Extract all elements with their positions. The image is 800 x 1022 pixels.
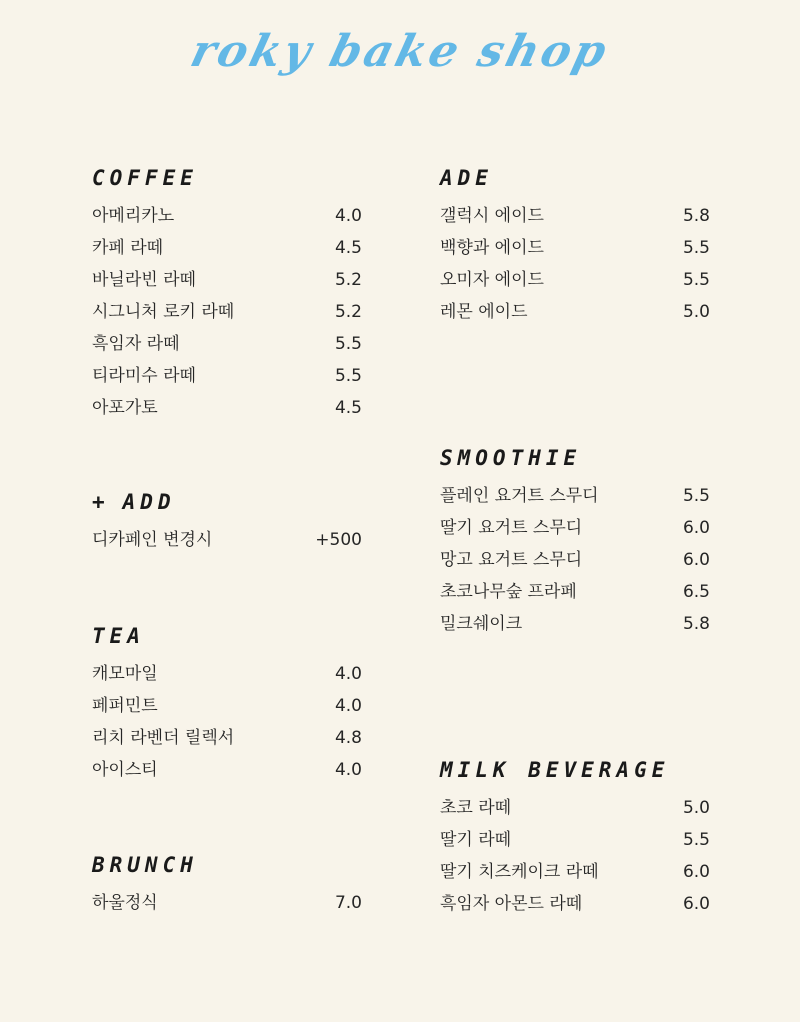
section-ade — [440, 163, 710, 328]
menu-item — [440, 200, 710, 232]
menu-item-name: 밀크쉐이크 — [440, 614, 523, 634]
section-brunch — [92, 850, 362, 919]
menu-item — [92, 232, 362, 264]
menu-item — [92, 200, 362, 232]
menu-item — [440, 792, 710, 824]
menu-item-price: 5.8 — [682, 614, 710, 634]
menu-item-name: 흑임자 라떼 — [92, 334, 180, 354]
menu-item-price: 5.2 — [334, 270, 362, 290]
section-heading-smoothie: SMOOTHIE — [440, 446, 582, 470]
menu-item — [440, 824, 710, 856]
menu-item-price: 4.0 — [334, 696, 362, 716]
menu-item-name: 딸기 요거트 스무디 — [440, 518, 583, 538]
menu-item-name: 흑임자 아몬드 라떼 — [440, 894, 583, 914]
menu-item — [92, 754, 362, 786]
menu-item — [440, 480, 710, 512]
menu-item-name: 망고 요거트 스무디 — [440, 550, 583, 570]
menu-item — [440, 296, 710, 328]
menu-item-name: 바닐라빈 라떼 — [92, 270, 196, 290]
section-tea — [92, 621, 362, 786]
section-heading-add-label: ADD — [122, 490, 176, 514]
menu-item — [440, 512, 710, 544]
menu-item — [92, 690, 362, 722]
menu-item-name: 백향과 에이드 — [440, 238, 544, 258]
menu-item-price: 4.0 — [334, 760, 362, 780]
menu-item — [92, 658, 362, 690]
menu-item-price: 6.0 — [682, 550, 710, 570]
menu-item-price: 5.5 — [682, 486, 710, 506]
menu-item — [440, 888, 710, 920]
menu-item-name: 아이스티 — [92, 760, 158, 780]
menu-item-price: 4.0 — [334, 206, 362, 226]
menu-item-name: 초코 라떼 — [440, 798, 512, 818]
menu-item-name: 초코나무숲 프라페 — [440, 582, 577, 602]
menu-item — [92, 887, 362, 919]
menu-item — [92, 264, 362, 296]
menu-item-price: 5.5 — [334, 334, 362, 354]
menu-item-price: 5.5 — [682, 830, 710, 850]
menu-item-price: 6.0 — [682, 894, 710, 914]
menu-item-price: 5.5 — [334, 366, 362, 386]
menu-item-name: 딸기 치즈케이크 라떼 — [440, 862, 599, 882]
menu-item-price: 6.5 — [682, 582, 710, 602]
section-heading-coffee: COFFEE — [92, 166, 198, 190]
section-add — [92, 487, 362, 556]
menu-item-name: 플레인 요거트 스무디 — [440, 486, 599, 506]
menu-item — [440, 576, 710, 608]
menu-item — [440, 608, 710, 640]
menu-item — [92, 296, 362, 328]
menu-item — [440, 544, 710, 576]
menu-item — [92, 392, 362, 424]
menu-item — [92, 524, 362, 556]
menu-item-price: 4.8 — [334, 728, 362, 748]
menu-item-name: 아메리카노 — [92, 206, 175, 226]
section-coffee — [92, 163, 362, 424]
menu-item-price: 5.0 — [682, 302, 710, 322]
menu-item-name: 캐모마일 — [92, 664, 158, 684]
menu-item-name: 오미자 에이드 — [440, 270, 544, 290]
menu-item-name: 리치 라벤더 릴렉서 — [92, 728, 235, 748]
menu-item-name: 딸기 라떼 — [440, 830, 512, 850]
menu-item-name: 페퍼민트 — [92, 696, 158, 716]
menu-item — [440, 856, 710, 888]
menu-item — [440, 232, 710, 264]
menu-item-price: 4.0 — [334, 664, 362, 684]
menu-item-price: 7.0 — [334, 893, 362, 913]
menu-item-name: 디카페인 변경시 — [92, 530, 213, 550]
menu-item-name: 카페 라떼 — [92, 238, 164, 258]
menu-item-price: 5.5 — [682, 270, 710, 290]
section-smoothie — [440, 443, 710, 640]
section-heading-brunch: BRUNCH — [92, 853, 198, 877]
menu-item — [92, 722, 362, 754]
menu-item-price: 5.8 — [682, 206, 710, 226]
menu-item-price: 5.0 — [682, 798, 710, 818]
menu-item-price: 5.5 — [682, 238, 710, 258]
menu-item-name: 시그니처 로키 라떼 — [92, 302, 235, 322]
menu-item — [440, 264, 710, 296]
section-heading-add — [92, 487, 362, 517]
menu-item — [92, 328, 362, 360]
menu-item-name: 아포가토 — [92, 398, 158, 418]
menu-item-name: 하울정식 — [92, 893, 158, 913]
plus-icon: + — [92, 490, 105, 514]
menu-item-price: 4.5 — [334, 238, 362, 258]
section-heading-milk-beverage: MILK BEVERAGE — [440, 758, 670, 782]
menu-item-name: 갤럭시 에이드 — [440, 206, 544, 226]
menu-item-price: 6.0 — [682, 862, 710, 882]
menu-item-price: 4.5 — [334, 398, 362, 418]
section-heading-ade: ADE — [440, 166, 493, 190]
menu-item-price: 6.0 — [682, 518, 710, 538]
section-heading-tea: TEA — [92, 624, 145, 648]
menu-item-price: +500 — [315, 530, 362, 550]
section-milk-beverage — [440, 755, 710, 920]
menu-item-price: 5.2 — [334, 302, 362, 322]
menu-item-name: 티라미수 라떼 — [92, 366, 196, 386]
menu-item-name: 레몬 에이드 — [440, 302, 528, 322]
menu-item — [92, 360, 362, 392]
shop-logo-title: roky bake shop — [185, 26, 615, 77]
